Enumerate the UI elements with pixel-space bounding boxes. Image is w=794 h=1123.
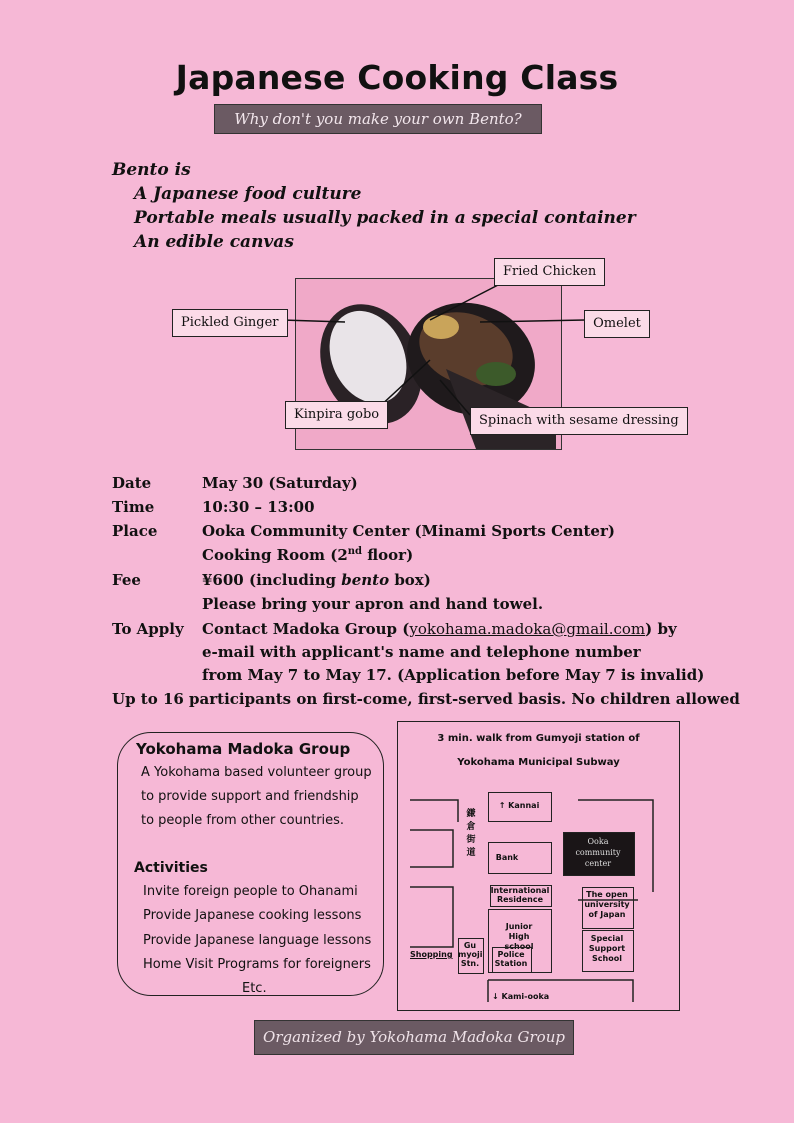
activity-item: Invite foreign people to Ohanami bbox=[143, 884, 358, 899]
place-room-sup: nd bbox=[347, 546, 363, 557]
location-map bbox=[397, 721, 680, 1011]
label-omelet: Omelet bbox=[584, 310, 650, 338]
activities-title: Activities bbox=[134, 860, 208, 876]
label-pickled-ginger: Pickled Ginger bbox=[172, 309, 288, 337]
place-value: Ooka Community Center (Minami Sports Center) bbox=[202, 522, 615, 540]
activity-item: Provide Japanese language lessons bbox=[143, 933, 372, 948]
fee-value bbox=[202, 571, 431, 589]
time-value: 10:30 – 13:00 bbox=[202, 498, 315, 516]
place-room-post: floor) bbox=[362, 546, 414, 564]
place-room-pre: Cooking Room (2 bbox=[202, 546, 348, 564]
group-desc: A Yokohama based volunteer group bbox=[141, 765, 372, 780]
group-desc: to people from other countries. bbox=[141, 813, 345, 828]
footer-banner: Organized by Yokohama Madoka Group bbox=[254, 1020, 574, 1055]
street-name: 鎌 倉 街 道 bbox=[466, 809, 476, 858]
fee-pre: ¥600 (including bbox=[202, 571, 342, 589]
bento-heading: Bento is bbox=[112, 160, 191, 180]
place-room bbox=[202, 546, 413, 564]
date-value: May 30 (Saturday) bbox=[202, 474, 358, 492]
map-open-university-label: The open university of Japan bbox=[584, 890, 630, 919]
label-kinpira: Kinpira gobo bbox=[285, 401, 388, 429]
map-police-label: Police Station bbox=[494, 950, 528, 968]
map-intl-label: International Residence bbox=[490, 886, 550, 904]
fee-note: Please bring your apron and hand towel. bbox=[202, 595, 544, 613]
participants-note: Up to 16 participants on first-come, first-served basis. No children allowed bbox=[112, 690, 740, 708]
map-bank-label: Bank bbox=[495, 853, 519, 862]
apply-label: To Apply bbox=[112, 620, 184, 638]
map-junior-high-label: Junior High school bbox=[504, 922, 534, 951]
map-special-school-label: Special Support School bbox=[588, 934, 626, 963]
page-title: Japanese Cooking Class bbox=[175, 58, 619, 97]
bento-line: A Japanese food culture bbox=[134, 184, 362, 204]
group-title: Yokohama Madoka Group bbox=[136, 740, 351, 758]
subtitle-banner: Why don't you make your own Bento? bbox=[214, 104, 542, 134]
activity-etc: Etc. bbox=[242, 981, 267, 996]
map-shopping-label: Shopping bbox=[410, 950, 453, 959]
map-caption-1: 3 min. walk from Gumyoji station of bbox=[437, 733, 640, 744]
group-desc: to provide support and friendship bbox=[141, 789, 359, 804]
time-label: Time bbox=[112, 498, 155, 516]
email-link[interactable]: yokohama.madoka@gmail.com bbox=[409, 620, 646, 638]
place-label: Place bbox=[112, 522, 158, 540]
map-gumyoji-label: Gu myoji Stn. bbox=[458, 941, 483, 968]
apply-line-1 bbox=[202, 620, 677, 638]
bento-line: Portable meals usually packed in a special container bbox=[134, 208, 636, 228]
apply-post: ) by bbox=[645, 620, 677, 638]
activity-item: Provide Japanese cooking lessons bbox=[143, 908, 362, 923]
activity-item: Home Visit Programs for foreigners bbox=[143, 957, 371, 972]
map-ooka-label: Ooka community center bbox=[575, 837, 621, 868]
fee-post: box) bbox=[389, 571, 431, 589]
label-fried-chicken: Fried Chicken bbox=[494, 258, 605, 286]
bento-line: An edible canvas bbox=[134, 232, 294, 252]
map-caption-2: Yokohama Municipal Subway bbox=[457, 757, 620, 768]
date-label: Date bbox=[112, 474, 152, 492]
apply-pre: Contact Madoka Group ( bbox=[202, 620, 410, 638]
apply-line-3: from May 7 to May 17. (Application before May 7 is invalid) bbox=[202, 666, 705, 684]
label-spinach: Spinach with sesame dressing bbox=[470, 407, 688, 435]
fee-label: Fee bbox=[112, 571, 141, 589]
fee-em: bento bbox=[341, 571, 390, 589]
map-kannai-label: ↑ Kannai bbox=[498, 801, 540, 810]
apply-line-2: e-mail with applicant's name and telephone number bbox=[202, 643, 641, 661]
map-kami-ooka-label: ↓ Kami-ooka bbox=[492, 992, 550, 1001]
